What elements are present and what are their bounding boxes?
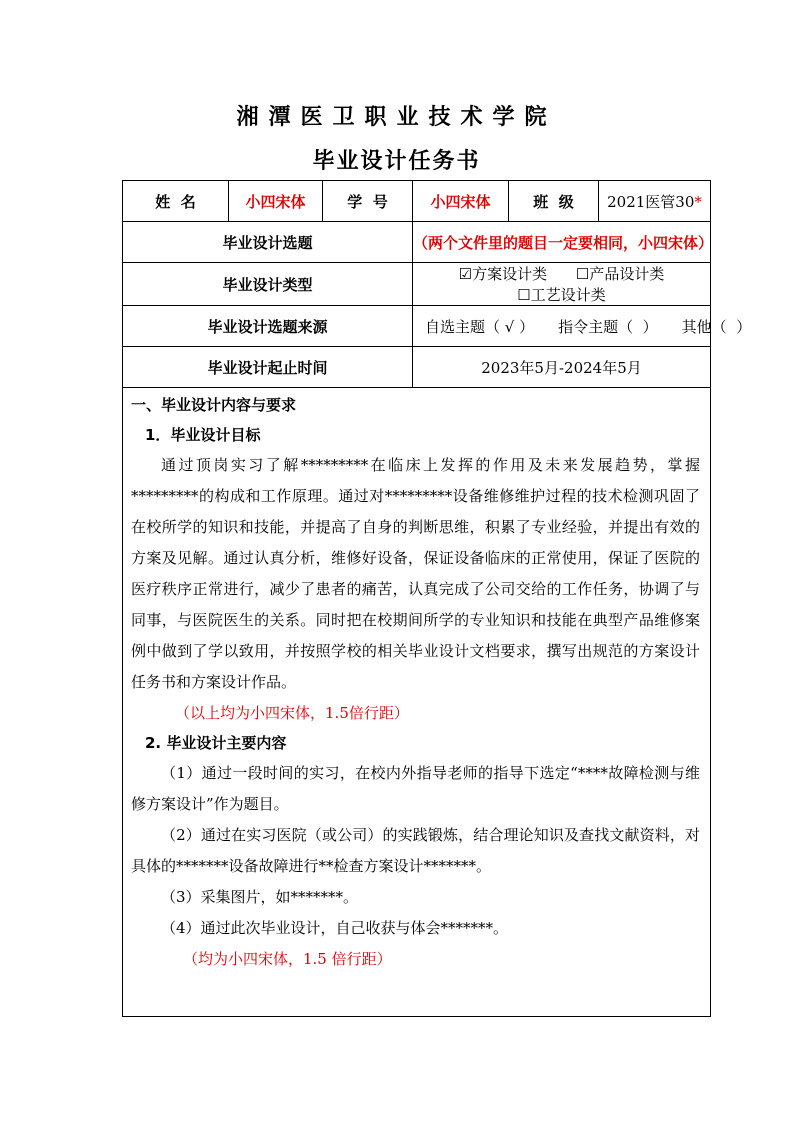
content-item-3: （3）采集图片，如*******。 [161,888,359,906]
class-label: 班 级 [509,181,599,222]
section-title: 一、毕业设计内容与要求 [131,396,297,414]
topic-value[interactable]: （两个文件里的题目一定要相同，小四宋体） [413,222,711,263]
source-option-self[interactable]: 自选主题（ √ ） [425,317,535,336]
class-value-text: 2021医管30 [607,192,695,211]
period-label: 毕业设计起止时间 [123,347,413,388]
name-label: 姓 名 [123,181,229,222]
source-row [123,306,711,347]
school-name: 湘潭医卫职业技术学院 [236,105,557,130]
class-value[interactable] [599,181,711,222]
source-option-assigned[interactable]: 指令主题（ ） [558,317,658,336]
type-options [413,263,711,306]
main-content-title: 2. 毕业设计主要内容 [145,734,287,752]
document-title: 毕业设计任务书 [312,149,481,174]
info-row [123,181,711,222]
content-item-2: （2）通过在实习医院（或公司）的实践锻炼，结合理论知识及查找文献资料，对具体的*******设备故障进行**检查方案设计*******。 [131,826,700,875]
content-row [123,388,711,1017]
goal-paragraph: 通过顶岗实习了解*********在临床上发挥的作用及未来发展趋势，掌握*********的构成和工作原理。通过对*********设备维修维护过程的技术检测巩固了在校所学的知识和技能，并提高了自身的判断思维，积累了专业经验，并提出有效的方案及见解。通过认真分析，维修好设备，保证设备临床的正常使用，保证了医院的医疗秩序正常进行，减少了患者的痛苦，认真完成了公司交给的工作任务，协调了与同事，与医院医生的关系。同时把在校期间所学的专业知识和技能在典型产品维修案例中做到了学以致用，并按照学校的相关毕业设计文档要求，撰写出规范的方案设计任务书和方案设计作品。 [131,456,700,691]
period-value[interactable]: 2023年5月-2024年5月 [413,347,711,388]
type-label: 毕业设计类型 [123,263,413,306]
content-cell [123,388,711,1017]
goal-format-note: （以上均为小四宋体，1.5倍行距） [175,704,409,722]
type-option-process[interactable]: ☐工艺设计类 [517,286,606,304]
period-row [123,347,711,388]
source-options [413,306,752,347]
topic-row [123,222,711,263]
content-item-4: （4）通过此次毕业设计，自己收获与体会*******。 [161,919,509,937]
class-value-asterisk: * [694,192,702,211]
main-content-format-note: （均为小四宋体，1.5 倍行距） [183,950,392,968]
student-id-label: 学 号 [323,181,413,222]
name-value[interactable]: 小四宋体 [229,181,323,222]
topic-label: 毕业设计选题 [123,222,413,263]
type-row [123,263,711,306]
type-option-product[interactable]: ☐产品设计类 [575,265,665,283]
source-option-other[interactable]: 其他（ ） [681,317,752,336]
type-option-scheme[interactable]: ☑方案设计类 [458,265,548,283]
content-item-1: （1）通过一段时间的实习，在校内外指导老师的指导下选定“****故障检测与维修方案设计”作为题目。 [131,764,700,813]
goal-title: 1．毕业设计目标 [145,426,261,444]
source-label: 毕业设计选题来源 [123,306,413,347]
task-form-table [122,180,752,1017]
student-id-value[interactable]: 小四宋体 [413,181,509,222]
